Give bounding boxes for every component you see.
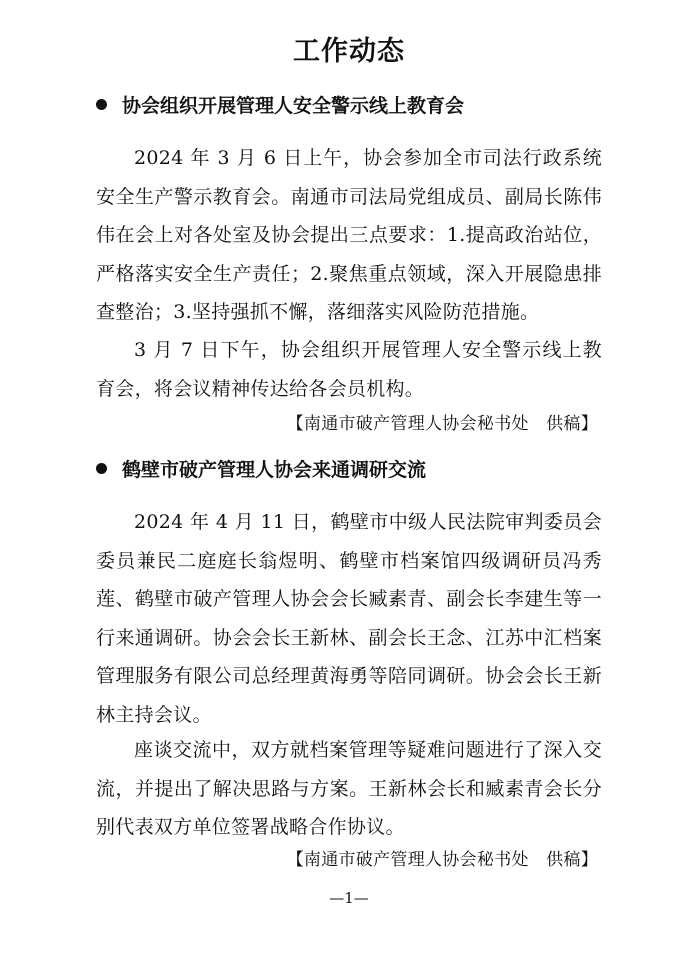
page-title: 工作动态 [293, 36, 405, 67]
bullet-icon [96, 99, 107, 110]
page-number: —1— [329, 889, 369, 907]
article-source: 【南通市破产管理人协会秘书处 供稿】 [286, 414, 598, 434]
article-heading-text: 鹤壁市破产管理人协会来通调研交流 [122, 459, 427, 481]
article-paragraph: 2024 年 4 月 11 日，鹤壁市中级人民法院审判委员会委员兼民二庭庭长翁煜明、鹤壁市档案馆四级调研员冯秀莲、鹤壁市破产管理人协会会长臧素青、副会长李建生等一行来通调研。协会会长王新林、副会长王念、江苏中汇档案管理服务有限公司总经理黄海勇等陪同调研。协会会长王新林主持会议。 [96, 511, 602, 726]
article-paragraph: 3 月 7 日下午，协会组织开展管理人安全警示线上教育会，将会议精神传达给各会员机构。 [96, 339, 602, 400]
article-source: 【南通市破产管理人协会秘书处 供稿】 [286, 850, 598, 870]
article-paragraph: 2024 年 3 月 6 日上午，协会参加全市司法行政系统安全生产警示教育会。南通市司法局党组成员、副局长陈伟伟在会上对各处室及协会提出三点要求：1.提高政治站位，严格落实安全生产责任；2.聚焦重点领域，深入开展隐患排查整治；3.坚持强抓不懈，落细落实风险防范措施。 [96, 147, 602, 323]
article-heading [96, 92, 464, 120]
article-heading-text: 协会组织开展管理人安全警示线上教育会 [122, 95, 465, 117]
bullet-icon [96, 463, 107, 474]
article-paragraph: 座谈交流中，双方就档案管理等疑难问题进行了深入交流，并提出了解决思路与方案。王新林会长和臧素青会长分别代表双方单位签署战略合作协议。 [96, 739, 602, 838]
article-heading [96, 456, 426, 484]
